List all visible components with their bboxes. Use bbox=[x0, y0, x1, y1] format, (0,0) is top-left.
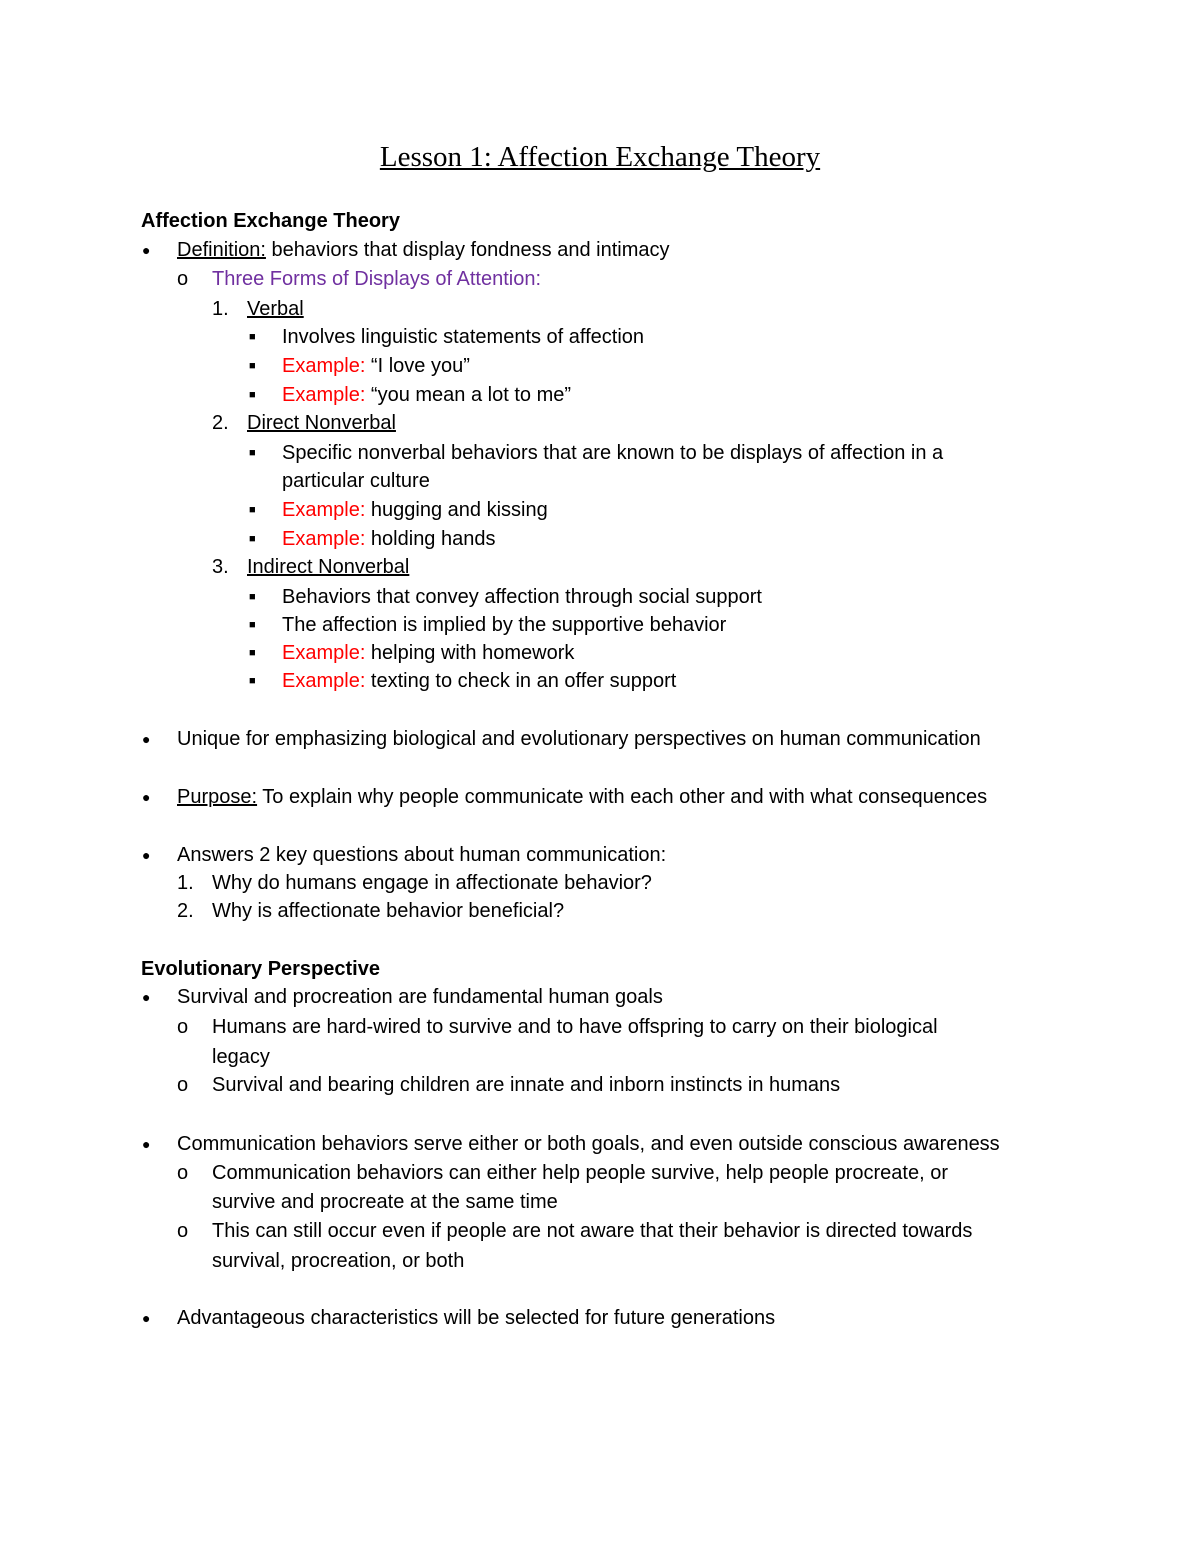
list-item bbox=[282, 382, 571, 408]
form-label-direct-nonverbal: Direct Nonverbal bbox=[247, 412, 396, 434]
list-number: 3. bbox=[212, 556, 229, 578]
definition-item bbox=[177, 237, 670, 263]
section-heading-affection-exchange: Affection Exchange Theory bbox=[141, 210, 400, 232]
bullet-circle: o bbox=[177, 1220, 189, 1242]
bullet-square: ■ bbox=[249, 331, 256, 343]
list-item: Communication behaviors serve either or both goals, and even outside conscious awareness bbox=[177, 1133, 1000, 1155]
bullet-disc: ● bbox=[142, 1310, 151, 1326]
list-item: Communication behaviors can either help people survive, help people procreate, or bbox=[212, 1162, 948, 1184]
list-item: Specific nonverbal behaviors that are known to be displays of affection in a bbox=[282, 442, 944, 464]
example-text: hugging and kissing bbox=[365, 499, 548, 521]
bullet-square: ■ bbox=[249, 447, 256, 459]
bullet-square: ■ bbox=[249, 591, 256, 603]
list-number: 1. bbox=[177, 872, 194, 894]
bullet-circle: o bbox=[177, 1162, 189, 1184]
bullet-disc: ● bbox=[142, 1136, 151, 1152]
bullet-square: ■ bbox=[249, 360, 256, 372]
list-item-continuation: legacy bbox=[212, 1046, 270, 1068]
example-text: “you mean a lot to me” bbox=[365, 384, 572, 406]
bullet-square: ■ bbox=[249, 619, 256, 631]
list-number: 2. bbox=[177, 900, 194, 922]
example-label: Example: bbox=[282, 355, 366, 377]
example-text: helping with homework bbox=[365, 642, 575, 664]
form-label-indirect-nonverbal: Indirect Nonverbal bbox=[247, 556, 410, 578]
bullet-square: ■ bbox=[249, 647, 256, 659]
bullet-disc: ● bbox=[142, 789, 151, 805]
bullet-circle: o bbox=[177, 268, 189, 290]
example-label: Example: bbox=[282, 499, 366, 521]
list-item: Humans are hard-wired to survive and to have offspring to carry on their biological bbox=[212, 1016, 938, 1038]
section-heading-evolutionary: Evolutionary Perspective bbox=[141, 958, 380, 980]
bullet-disc: ● bbox=[142, 847, 151, 863]
example-label: Example: bbox=[282, 642, 366, 664]
example-label: Example: bbox=[282, 528, 366, 550]
bullet-square: ■ bbox=[249, 504, 256, 516]
list-item-continuation: particular culture bbox=[282, 470, 430, 492]
bullet-square: ■ bbox=[249, 675, 256, 687]
page-title: Lesson 1: Affection Exchange Theory bbox=[379, 141, 821, 173]
example-label: Example: bbox=[282, 384, 366, 406]
list-item: This can still occur even if people are not aware that their behavior is directed towards bbox=[212, 1220, 973, 1242]
forms-heading: Three Forms of Displays of Attention: bbox=[212, 268, 542, 290]
purpose-label: Purpose: bbox=[177, 786, 258, 808]
definition-text: behaviors that display fondness and intimacy bbox=[265, 239, 670, 261]
list-item bbox=[282, 668, 676, 694]
list-item bbox=[282, 497, 548, 523]
purpose-item bbox=[177, 784, 987, 810]
bullet-square: ■ bbox=[249, 389, 256, 401]
list-number: 2. bbox=[212, 412, 229, 434]
list-item bbox=[282, 640, 574, 666]
bullet-square: ■ bbox=[249, 533, 256, 545]
bullet-disc: ● bbox=[142, 731, 151, 747]
definition-label: Definition: bbox=[177, 239, 266, 261]
list-item: Survival and bearing children are innate and inborn instincts in humans bbox=[212, 1074, 841, 1096]
list-item bbox=[282, 526, 495, 552]
list-item: Survival and procreation are fundamental human goals bbox=[177, 986, 663, 1008]
example-label: Example: bbox=[282, 670, 366, 692]
question-item: Why do humans engage in affectionate behavior? bbox=[212, 872, 652, 894]
list-item: Behaviors that convey affection through social support bbox=[282, 586, 762, 608]
unique-item: Unique for emphasizing biological and evolutionary perspectives on human communication bbox=[177, 728, 981, 750]
answers-item: Answers 2 key questions about human communication: bbox=[177, 844, 667, 866]
bullet-circle: o bbox=[177, 1016, 189, 1038]
purpose-text: To explain why people communicate with each other and with what consequences bbox=[257, 786, 988, 808]
example-text: “I love you” bbox=[365, 355, 470, 377]
list-item bbox=[282, 353, 470, 379]
list-item: The affection is implied by the supportive behavior bbox=[282, 614, 727, 636]
list-item: Advantageous characteristics will be selected for future generations bbox=[177, 1307, 776, 1329]
bullet-disc: ● bbox=[142, 989, 151, 1005]
example-text: holding hands bbox=[365, 528, 496, 550]
form-label-verbal: Verbal bbox=[247, 298, 304, 320]
example-text: texting to check in an offer support bbox=[365, 670, 677, 692]
list-item: Involves linguistic statements of affection bbox=[282, 326, 645, 348]
bullet-circle: o bbox=[177, 1074, 189, 1096]
bullet-disc: ● bbox=[142, 242, 151, 258]
list-item-continuation: survival, procreation, or both bbox=[212, 1250, 465, 1272]
list-item-continuation: survive and procreate at the same time bbox=[212, 1191, 558, 1213]
list-number: 1. bbox=[212, 298, 229, 320]
question-item: Why is affectionate behavior beneficial? bbox=[212, 900, 565, 922]
